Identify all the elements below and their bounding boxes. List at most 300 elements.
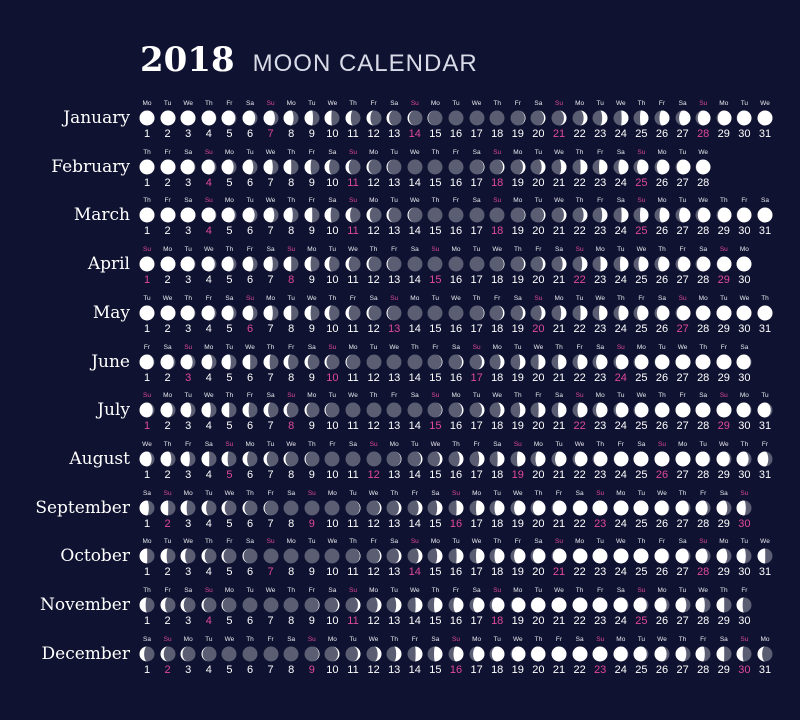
- day-number: 17: [470, 176, 483, 189]
- weekday-label: Tu: [184, 246, 192, 254]
- weekday-label: Fr: [555, 489, 563, 497]
- day-number: 12: [367, 566, 380, 579]
- day-number: 7: [267, 322, 274, 335]
- weekday-label: Th: [163, 440, 172, 448]
- moon-phase-icon: [469, 305, 485, 321]
- weekday-label: Sa: [493, 440, 502, 448]
- weekday-label: Su: [349, 148, 357, 156]
- day-number: 3: [185, 517, 192, 530]
- moon-phase-icon: [201, 110, 217, 126]
- moon-phase-icon: [283, 256, 299, 272]
- day-number: 6: [246, 274, 254, 287]
- moon-phase-icon: [572, 159, 588, 175]
- moon-phase-icon: [221, 402, 237, 418]
- moon-phase-icon: [407, 110, 423, 126]
- day-number: 15: [429, 517, 442, 530]
- weekday-label: Tu: [246, 197, 254, 205]
- weekday-label: Fr: [267, 635, 274, 643]
- day-cell: [630, 441, 652, 489]
- day-number: 9: [308, 128, 315, 140]
- day-cell: [363, 490, 385, 538]
- day-cell: [692, 344, 714, 392]
- moon-phase-icon: [366, 646, 382, 662]
- day-number: 2: [164, 371, 171, 384]
- moon-phase-icon: [304, 597, 320, 613]
- day-cell: [424, 246, 446, 294]
- day-cell: [239, 246, 261, 294]
- moon-phase-icon: [716, 256, 732, 272]
- weekday-label: Fr: [514, 100, 521, 107]
- day-number: 22: [573, 371, 586, 384]
- weekday-label: Su: [410, 538, 419, 546]
- day-cell: [424, 392, 446, 440]
- moon-phase-icon: [386, 305, 402, 321]
- day-cell: [733, 295, 755, 343]
- moon-phase-icon: [221, 646, 237, 662]
- day-number: 9: [308, 615, 315, 627]
- moon-phase-icon: [180, 597, 196, 613]
- day-cell: [527, 441, 549, 489]
- day-cell: [321, 636, 343, 684]
- day-number: 7: [267, 615, 274, 627]
- day-number: 5: [226, 225, 233, 238]
- weekday-label: We: [636, 246, 647, 254]
- day-number: 27: [676, 615, 689, 627]
- day-cell: [527, 636, 549, 684]
- weekday-label: Fr: [576, 343, 583, 351]
- day-number: 2: [164, 322, 171, 335]
- day-number: 11: [347, 176, 359, 189]
- day-cell: [692, 636, 714, 684]
- moon-phase-icon: [263, 110, 279, 126]
- day-cell: [713, 392, 735, 440]
- weekday-label: Fr: [205, 294, 212, 302]
- weekday-label: Mo: [513, 587, 523, 594]
- weekday-label: We: [245, 343, 255, 351]
- moon-phase-icon: [180, 354, 196, 370]
- day-cell: [672, 538, 694, 586]
- moon-phase-icon: [572, 256, 588, 272]
- day-number: 15: [429, 274, 442, 287]
- day-number: 7: [267, 176, 274, 189]
- day-cell: [321, 100, 343, 148]
- day-cell: [651, 344, 673, 392]
- day-cell: [218, 149, 240, 197]
- weekday-label: Th: [514, 392, 522, 400]
- weekday-label: We: [595, 294, 605, 302]
- day-cell: [651, 197, 673, 245]
- moon-phase-icon: [427, 402, 443, 418]
- weekday-label: Th: [761, 294, 769, 302]
- day-cell: [589, 246, 611, 294]
- day-number: 26: [655, 468, 669, 481]
- moon-phase-icon: [242, 354, 258, 370]
- day-cell: [630, 538, 652, 586]
- day-cell: [136, 295, 158, 343]
- day-number: 21: [552, 225, 566, 238]
- day-number: 26: [655, 517, 669, 530]
- moon-phase-icon: [675, 402, 691, 418]
- day-number: 2: [164, 225, 171, 238]
- day-cell: [301, 538, 323, 586]
- day-cell: [383, 587, 405, 635]
- weekday-label: Mo: [575, 100, 585, 107]
- weekday-label: Th: [390, 489, 398, 497]
- moon-phase-icon: [448, 110, 464, 126]
- weekday-label: We: [368, 489, 379, 497]
- day-number: 7: [267, 225, 274, 238]
- moon-phase-icon: [366, 500, 382, 516]
- weekday-label: Sa: [184, 587, 193, 594]
- day-cell: [177, 295, 199, 343]
- day-number: 6: [246, 225, 254, 238]
- weekday-label: Th: [431, 148, 440, 156]
- day-number: 14: [408, 566, 421, 579]
- weekday-label: Su: [266, 100, 275, 107]
- day-number: 2: [164, 128, 171, 140]
- day-cell: [672, 344, 694, 392]
- day-number: 22: [573, 566, 586, 579]
- moon-phase-icon: [489, 402, 505, 418]
- day-cell: [610, 636, 632, 684]
- moon-phase-icon: [654, 110, 670, 126]
- weekday-label: Tu: [493, 489, 501, 497]
- weekday-label: Su: [266, 538, 275, 546]
- day-number: 1: [143, 663, 151, 676]
- weekday-label: We: [760, 100, 770, 107]
- day-number: 20: [532, 517, 545, 530]
- day-number: 8: [288, 517, 295, 530]
- moon-phase-icon: [366, 354, 382, 370]
- day-cell: [301, 344, 323, 392]
- weekday-label: Tu: [369, 343, 378, 351]
- day-number: 7: [267, 566, 274, 579]
- weekday-label: Su: [740, 489, 749, 497]
- moon-phase-icon: [551, 110, 567, 126]
- day-number: 25: [635, 176, 648, 189]
- weekday-label: Sa: [472, 587, 481, 594]
- day-cell: [177, 197, 199, 245]
- weekday-label: Th: [266, 343, 275, 351]
- moon-phase-icon: [324, 402, 340, 418]
- moon-phase-icon: [448, 159, 464, 175]
- weekday-label: Sa: [555, 392, 563, 400]
- day-cell: [321, 246, 343, 294]
- day-cell: [713, 295, 735, 343]
- moon-phase-icon: [304, 548, 320, 564]
- moon-phase-icon: [510, 646, 526, 662]
- weekday-label: We: [760, 538, 770, 546]
- day-cell: [569, 295, 591, 343]
- day-number: 5: [226, 274, 233, 287]
- day-cell: [630, 636, 652, 684]
- weekday-label: Sa: [410, 246, 419, 254]
- day-cell: [280, 636, 302, 684]
- day-number: 10: [326, 517, 339, 530]
- moon-phase-icon: [736, 451, 752, 467]
- weekday-label: Su: [287, 246, 296, 254]
- day-number: 6: [246, 517, 254, 530]
- moon-phase-icon: [716, 402, 732, 418]
- day-number: 23: [594, 420, 607, 433]
- day-cell: [363, 636, 385, 684]
- moon-phase-icon: [736, 354, 752, 370]
- moon-phase-icon: [345, 159, 361, 175]
- day-cell: [589, 295, 611, 343]
- day-number: 17: [470, 420, 483, 433]
- day-number: 16: [449, 128, 463, 140]
- day-number: 26: [655, 176, 669, 189]
- weekday-label: Fr: [164, 148, 171, 156]
- day-number: 4: [205, 566, 212, 579]
- day-cell: [630, 490, 652, 538]
- weekday-label: Tu: [163, 100, 172, 107]
- day-number: 18: [491, 615, 504, 627]
- day-cell: [218, 587, 240, 635]
- weekday-label: Sa: [575, 489, 584, 497]
- day-cell: [630, 295, 652, 343]
- moon-phase-icon: [201, 646, 217, 662]
- day-cell: [527, 392, 549, 440]
- weekday-label: Sa: [740, 343, 749, 351]
- day-number: 19: [511, 322, 524, 335]
- weekday-label: Tu: [452, 100, 460, 107]
- day-cell: [445, 490, 467, 538]
- day-cell: [713, 587, 735, 635]
- day-number: 9: [308, 371, 315, 384]
- moon-phase-icon: [530, 500, 546, 516]
- weekday-label: Th: [349, 100, 357, 107]
- moon-phase-icon: [654, 207, 670, 223]
- day-cell: [713, 344, 735, 392]
- day-number: 29: [717, 566, 730, 579]
- moon-phase-icon: [283, 159, 299, 175]
- day-cell: [342, 246, 364, 294]
- moon-phase-icon: [469, 159, 485, 175]
- weekday-label: Sa: [246, 100, 254, 107]
- moon-phase-icon: [366, 207, 382, 223]
- weekday-label: Su: [534, 294, 543, 302]
- day-number: 30: [738, 225, 751, 238]
- day-number: 11: [347, 566, 359, 579]
- day-number: 4: [205, 517, 212, 530]
- day-cell: [321, 149, 343, 197]
- weekday-label: Th: [596, 440, 604, 448]
- day-cell: [445, 441, 467, 489]
- moon-phase-icon: [427, 646, 443, 662]
- weekday-label: Su: [307, 635, 316, 643]
- day-cell: [527, 246, 549, 294]
- weekday-label: Fr: [741, 197, 748, 205]
- weekday-label: We: [677, 343, 688, 351]
- moon-phase-icon: [551, 402, 567, 418]
- weekday-label: Sa: [719, 635, 728, 643]
- day-number: 29: [717, 274, 730, 287]
- day-number: 24: [614, 176, 627, 189]
- weekday-label: Sa: [349, 440, 357, 448]
- day-cell: [466, 636, 488, 684]
- day-cell: [445, 538, 467, 586]
- weekday-label: Su: [678, 294, 687, 302]
- weekday-label: Su: [369, 440, 378, 448]
- day-number: 4: [205, 420, 212, 433]
- moon-phase-icon: [221, 256, 237, 272]
- day-number: 16: [449, 663, 463, 676]
- day-number: 8: [288, 566, 295, 579]
- weekday-label: Mo: [410, 294, 420, 302]
- day-number: 18: [491, 322, 504, 335]
- moon-phase-icon: [695, 354, 711, 370]
- day-number: 13: [388, 517, 401, 530]
- moon-phase-icon: [386, 256, 402, 272]
- moon-phase-icon: [613, 451, 629, 467]
- weekday-label: Fr: [308, 197, 315, 205]
- day-cell: [610, 295, 632, 343]
- day-number: 29: [717, 663, 730, 676]
- day-cell: [157, 441, 179, 489]
- day-number: 13: [388, 566, 401, 579]
- day-cell: [404, 344, 426, 392]
- day-cell: [569, 636, 591, 684]
- day-cell: [569, 392, 591, 440]
- moon-phase-icon: [489, 597, 505, 613]
- day-cell: [363, 344, 385, 392]
- moon-phase-icon: [242, 159, 258, 175]
- day-number: 10: [326, 128, 339, 140]
- day-cell: [466, 149, 488, 197]
- moon-phase-icon: [263, 402, 279, 418]
- weekday-label: Fr: [658, 100, 666, 107]
- day-number: 13: [388, 468, 401, 481]
- moon-phase-icon: [448, 207, 464, 223]
- day-number: 26: [655, 371, 669, 384]
- day-number: 24: [614, 128, 627, 140]
- day-cell: [424, 295, 446, 343]
- moon-phase-icon: [695, 159, 711, 175]
- weekday-label: We: [409, 587, 420, 594]
- day-cell: [713, 538, 735, 586]
- moon-phase-icon: [592, 451, 608, 467]
- day-cell: [301, 295, 323, 343]
- weekday-label: Sa: [596, 343, 605, 351]
- weekday-label: Sa: [390, 100, 399, 107]
- weekday-label: Tu: [205, 635, 213, 643]
- moon-phase-icon: [242, 646, 258, 662]
- day-cell: [651, 295, 673, 343]
- day-cell: [177, 636, 199, 684]
- moon-phase-icon: [160, 256, 176, 272]
- day-cell: [260, 246, 282, 294]
- weekday-label: Su: [246, 294, 254, 302]
- day-cell: [342, 149, 364, 197]
- day-cell: [569, 538, 591, 586]
- weekday-label: Fr: [452, 197, 460, 205]
- weekday-label: Th: [617, 294, 625, 302]
- weekday-label: Su: [349, 197, 357, 205]
- weekday-label: Th: [225, 392, 234, 400]
- moon-phase-icon: [180, 256, 196, 272]
- moon-phase-icon: [716, 110, 732, 126]
- weekday-label: Fr: [597, 197, 604, 205]
- day-cell: [733, 490, 755, 538]
- day-number: 12: [367, 517, 380, 530]
- moon-phase-icon: [160, 451, 176, 467]
- weekday-label: Th: [411, 343, 419, 351]
- moon-phase-icon: [180, 402, 196, 418]
- day-number: 27: [676, 663, 689, 676]
- day-number: 31: [758, 225, 772, 238]
- weekday-label: We: [409, 148, 420, 156]
- day-number: 1: [143, 274, 151, 287]
- day-number: 26: [655, 274, 669, 287]
- day-cell: [507, 636, 529, 684]
- day-cell: [507, 197, 529, 245]
- weekday-label: Su: [513, 440, 522, 448]
- day-number: 16: [449, 517, 463, 530]
- weekday-label: Su: [719, 392, 728, 400]
- day-cell: [527, 149, 549, 197]
- weekday-label: Sa: [431, 489, 440, 497]
- day-number: 28: [697, 468, 710, 481]
- weekday-label: Su: [555, 538, 563, 546]
- weekday-label: Fr: [761, 440, 769, 448]
- moon-phase-icon: [263, 207, 279, 223]
- day-number: 19: [511, 468, 524, 481]
- moon-phase-icon: [283, 597, 299, 613]
- moon-phase-icon: [572, 451, 588, 467]
- moon-phase-icon: [530, 256, 546, 272]
- moon-phase-icon: [180, 110, 196, 126]
- day-cell: [651, 441, 673, 489]
- weekday-label: Su: [184, 343, 193, 351]
- weekday-label: Mo: [348, 343, 358, 351]
- day-number: 23: [594, 615, 607, 627]
- moon-phase-icon: [324, 305, 340, 321]
- weekday-label: Fr: [226, 100, 233, 107]
- day-cell: [260, 100, 282, 148]
- month-name: April: [87, 254, 130, 275]
- day-number: 11: [347, 420, 359, 433]
- weekday-label: Th: [555, 343, 563, 351]
- day-cell: [692, 149, 714, 197]
- day-cell: [301, 197, 323, 245]
- day-cell: [733, 100, 755, 148]
- day-cell: [424, 100, 446, 148]
- moon-phase-icon: [407, 207, 423, 223]
- day-number: 4: [205, 225, 212, 238]
- day-number: 8: [288, 420, 295, 433]
- weekday-label: Th: [431, 587, 440, 594]
- weekday-label: Th: [328, 294, 337, 302]
- moon-phase-icon: [613, 402, 629, 418]
- weekday-label: Th: [637, 100, 646, 107]
- weekday-label: Su: [287, 392, 296, 400]
- month-name: January: [63, 108, 130, 128]
- day-cell: [198, 295, 220, 343]
- weekday-label: Sa: [452, 343, 460, 351]
- weekday-label: Su: [472, 343, 481, 351]
- moon-phase-icon: [469, 500, 485, 516]
- day-cell: [445, 197, 467, 245]
- moon-phase-icon: [366, 548, 382, 564]
- weekday-label: We: [203, 392, 214, 400]
- day-number: 25: [635, 468, 648, 481]
- day-cell: [507, 392, 529, 440]
- day-number: 15: [429, 468, 442, 481]
- month-name: August: [69, 448, 130, 469]
- day-number: 28: [697, 663, 710, 676]
- moon-phase-icon: [242, 305, 258, 321]
